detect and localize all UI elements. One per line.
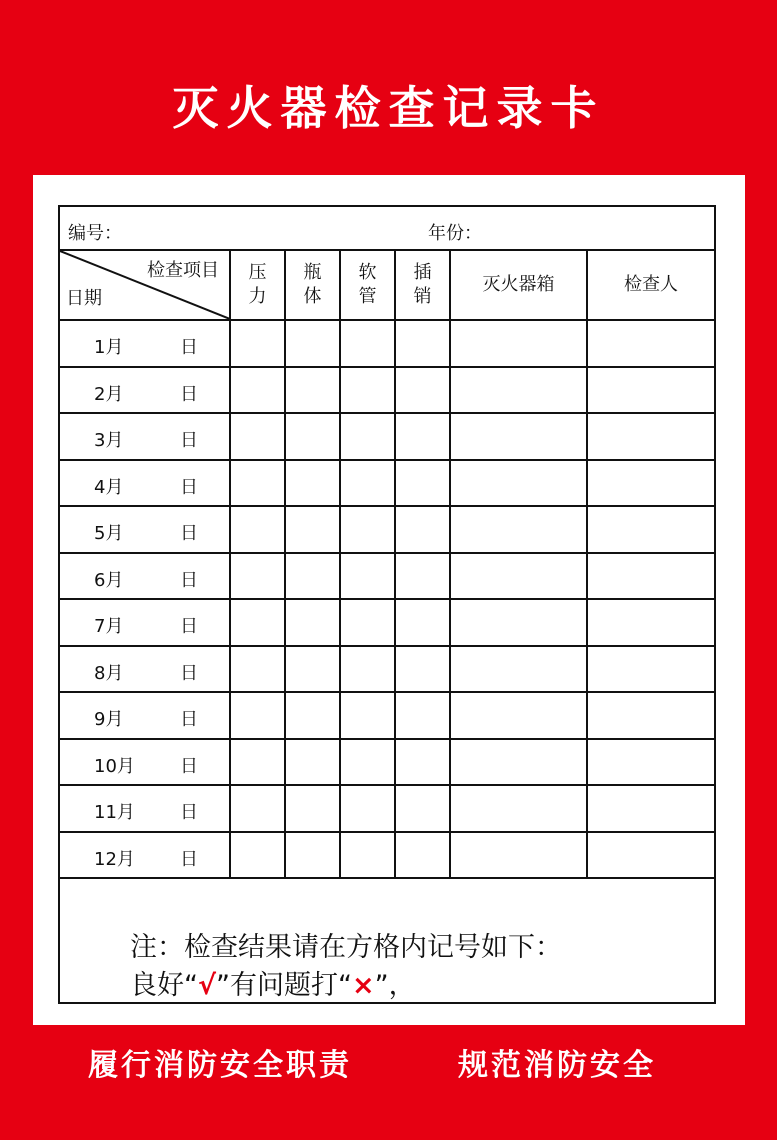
inspection-form bbox=[58, 205, 716, 1004]
check-cell[interactable] bbox=[587, 832, 714, 879]
check-cell[interactable] bbox=[230, 506, 285, 553]
month-label: 6月 bbox=[94, 569, 124, 591]
check-cell[interactable] bbox=[230, 646, 285, 693]
check-cell[interactable] bbox=[450, 785, 587, 832]
date-cell bbox=[60, 460, 230, 507]
check-cell[interactable] bbox=[587, 460, 714, 507]
card-title: 灭火器检查记录卡 bbox=[172, 81, 605, 135]
cross-mark: × bbox=[352, 970, 375, 1001]
table-row bbox=[60, 832, 714, 879]
year-label: 年份： bbox=[428, 223, 482, 244]
date-cell bbox=[60, 832, 230, 879]
check-cell[interactable] bbox=[450, 320, 587, 367]
table-row bbox=[60, 739, 714, 786]
day-label: 日 bbox=[180, 569, 198, 591]
check-cell[interactable] bbox=[230, 367, 285, 414]
check-cell[interactable] bbox=[395, 320, 450, 367]
date-cell bbox=[60, 599, 230, 646]
check-cell[interactable] bbox=[395, 506, 450, 553]
diagonal-header-cell bbox=[60, 250, 230, 320]
table-row bbox=[60, 785, 714, 832]
check-cell[interactable] bbox=[285, 413, 340, 460]
check-cell[interactable] bbox=[340, 692, 395, 739]
date-cell bbox=[60, 413, 230, 460]
month-label: 3月 bbox=[94, 430, 124, 451]
check-cell[interactable] bbox=[230, 320, 285, 367]
check-cell[interactable] bbox=[340, 367, 395, 414]
check-cell[interactable] bbox=[230, 739, 285, 786]
day-label: 日 bbox=[180, 616, 198, 637]
note-section bbox=[60, 907, 714, 1002]
day-label: 日 bbox=[180, 802, 198, 823]
date-cell bbox=[60, 506, 230, 553]
check-cell[interactable] bbox=[340, 413, 395, 460]
check-cell[interactable] bbox=[450, 506, 587, 553]
note-line-1: 注：检查结果请在方格内记号如下： bbox=[130, 932, 562, 963]
month-label: 10月 bbox=[94, 755, 135, 777]
check-cell[interactable] bbox=[587, 553, 714, 600]
month-label: 12月 bbox=[94, 848, 135, 870]
table-row bbox=[60, 599, 714, 646]
check-cell[interactable] bbox=[285, 553, 340, 600]
date-cell bbox=[60, 646, 230, 693]
column-header-inspector: 检查人 bbox=[587, 250, 714, 320]
check-cell[interactable] bbox=[450, 692, 587, 739]
check-cell[interactable] bbox=[450, 460, 587, 507]
column-header-hose: 软 管 bbox=[340, 250, 395, 320]
day-label: 日 bbox=[180, 476, 198, 498]
month-label: 9月 bbox=[94, 709, 124, 730]
slogan-left: 履行消防安全职责 bbox=[88, 1048, 352, 1083]
check-cell[interactable] bbox=[230, 785, 285, 832]
check-cell[interactable] bbox=[587, 739, 714, 786]
check-cell[interactable] bbox=[340, 506, 395, 553]
check-cell[interactable] bbox=[285, 460, 340, 507]
check-cell[interactable] bbox=[285, 320, 340, 367]
column-header-pressure: 压 力 bbox=[230, 250, 285, 320]
date-cell bbox=[60, 739, 230, 786]
check-cell[interactable] bbox=[587, 646, 714, 693]
day-label: 日 bbox=[180, 709, 198, 730]
check-cell[interactable] bbox=[587, 785, 714, 832]
check-cell[interactable] bbox=[587, 413, 714, 460]
check-cell[interactable] bbox=[450, 739, 587, 786]
date-cell bbox=[60, 553, 230, 600]
date-cell bbox=[60, 320, 230, 367]
check-cell[interactable] bbox=[587, 320, 714, 367]
check-cell[interactable] bbox=[230, 413, 285, 460]
check-cell[interactable] bbox=[340, 785, 395, 832]
check-cell[interactable] bbox=[395, 599, 450, 646]
check-cell[interactable] bbox=[450, 367, 587, 414]
date-cell bbox=[60, 785, 230, 832]
check-cell[interactable] bbox=[395, 832, 450, 879]
check-cell[interactable] bbox=[340, 553, 395, 600]
day-label: 日 bbox=[180, 383, 198, 405]
table-row bbox=[60, 367, 714, 414]
table-row bbox=[60, 553, 714, 600]
check-cell[interactable] bbox=[285, 739, 340, 786]
column-header-cabinet: 灭火器箱 bbox=[450, 250, 587, 320]
check-cell[interactable] bbox=[285, 367, 340, 414]
check-cell[interactable] bbox=[230, 692, 285, 739]
check-cell[interactable] bbox=[587, 599, 714, 646]
check-cell[interactable] bbox=[285, 646, 340, 693]
check-cell[interactable] bbox=[395, 739, 450, 786]
day-label: 日 bbox=[180, 337, 198, 358]
table-row bbox=[60, 646, 714, 693]
check-cell[interactable] bbox=[450, 646, 587, 693]
slogan-right: 规范消防安全 bbox=[458, 1048, 656, 1083]
column-header-cylinder: 瓶 体 bbox=[285, 250, 340, 320]
day-label: 日 bbox=[180, 662, 198, 684]
table-row bbox=[60, 692, 714, 739]
check-cell[interactable] bbox=[395, 646, 450, 693]
check-cell[interactable] bbox=[450, 553, 587, 600]
check-cell[interactable] bbox=[340, 646, 395, 693]
day-label: 日 bbox=[180, 430, 198, 451]
date-cell bbox=[60, 692, 230, 739]
month-label: 4月 bbox=[94, 476, 124, 498]
table-row bbox=[60, 320, 714, 367]
month-label: 8月 bbox=[94, 662, 124, 684]
check-cell[interactable] bbox=[230, 553, 285, 600]
check-cell[interactable] bbox=[395, 367, 450, 414]
check-cell[interactable] bbox=[395, 413, 450, 460]
day-label: 日 bbox=[180, 755, 198, 777]
meta-row bbox=[60, 207, 714, 251]
items-header-label: 检查项目 bbox=[147, 260, 219, 281]
note-text-good: 良好“ bbox=[130, 970, 198, 1001]
check-cell[interactable] bbox=[587, 692, 714, 739]
table-row bbox=[60, 460, 714, 507]
check-cell[interactable] bbox=[450, 832, 587, 879]
check-cell[interactable] bbox=[395, 785, 450, 832]
month-label: 2月 bbox=[94, 383, 124, 405]
note-text-problem: ”有问题打“ bbox=[216, 970, 352, 1001]
day-label: 日 bbox=[180, 523, 198, 544]
table-row bbox=[60, 413, 714, 460]
note-text-end: ”， bbox=[374, 970, 416, 1001]
month-label: 11月 bbox=[94, 802, 135, 823]
check-cell[interactable] bbox=[285, 599, 340, 646]
check-cell[interactable] bbox=[340, 320, 395, 367]
header-row bbox=[60, 250, 714, 320]
check-mark: √ bbox=[198, 970, 217, 1001]
check-cell[interactable] bbox=[340, 832, 395, 879]
check-cell[interactable] bbox=[285, 832, 340, 879]
check-cell[interactable] bbox=[285, 785, 340, 832]
check-cell[interactable] bbox=[340, 739, 395, 786]
check-cell[interactable] bbox=[340, 460, 395, 507]
check-cell[interactable] bbox=[230, 599, 285, 646]
record-card bbox=[33, 175, 745, 1025]
check-cell[interactable] bbox=[230, 832, 285, 879]
check-cell[interactable] bbox=[285, 692, 340, 739]
note-line-2 bbox=[130, 963, 416, 1002]
date-cell bbox=[60, 367, 230, 414]
column-header-pin: 插 销 bbox=[395, 250, 450, 320]
day-label: 日 bbox=[180, 848, 198, 870]
check-cell[interactable] bbox=[450, 413, 587, 460]
check-cell[interactable] bbox=[340, 599, 395, 646]
date-header-label: 日期 bbox=[66, 288, 102, 309]
month-label: 5月 bbox=[94, 523, 124, 544]
check-cell[interactable] bbox=[395, 460, 450, 507]
table-row bbox=[60, 506, 714, 553]
check-cell[interactable] bbox=[285, 506, 340, 553]
check-cell[interactable] bbox=[230, 460, 285, 507]
check-cell[interactable] bbox=[395, 553, 450, 600]
check-cell[interactable] bbox=[450, 599, 587, 646]
check-cell[interactable] bbox=[395, 692, 450, 739]
month-label: 1月 bbox=[94, 337, 124, 358]
check-cell[interactable] bbox=[587, 367, 714, 414]
check-cell[interactable] bbox=[587, 506, 714, 553]
inspection-table bbox=[60, 249, 714, 879]
month-label: 7月 bbox=[94, 616, 124, 637]
number-label: 编号： bbox=[68, 223, 122, 244]
